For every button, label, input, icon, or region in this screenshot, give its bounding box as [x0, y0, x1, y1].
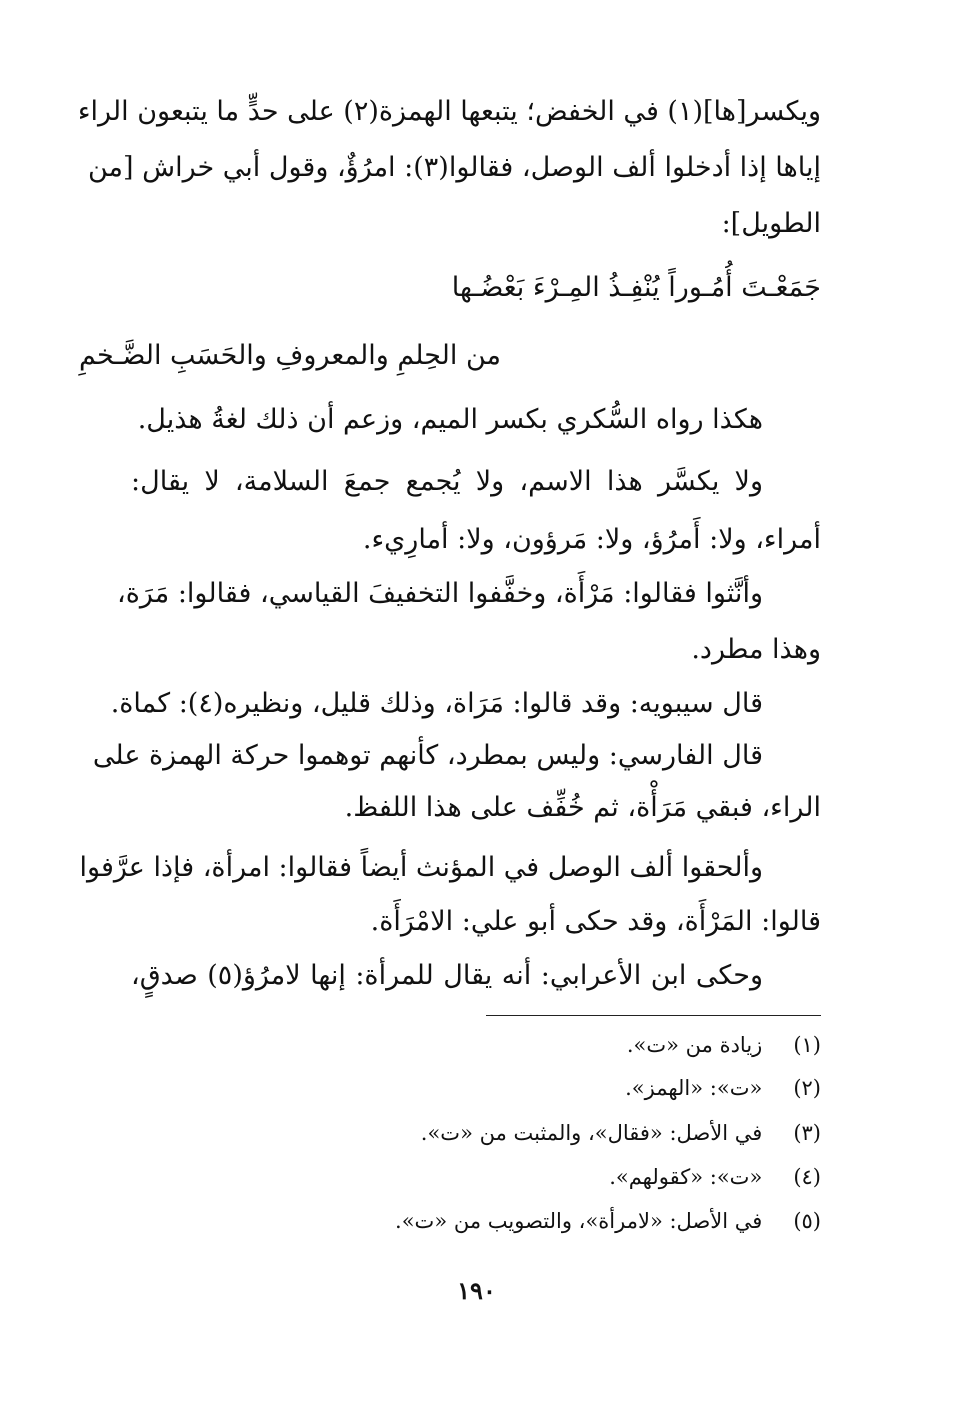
footnote-number: (٣) — [793, 1121, 821, 1145]
footnote-item — [131, 1030, 821, 1060]
footnote-text: في الأصل: «فقال»، والمثبت من «ت». — [420, 1121, 763, 1145]
text-line: قال الفارسي: وليس بمطرد، كأنهم توهموا حركة الهمزة على — [92, 740, 763, 771]
text-line: قال سيبويه: وقد قالوا: مَرَاة، وذلك قليل، ونظيره(٤): كماة. — [110, 688, 763, 719]
text-line: الراء، فبقي مَرَأْة، ثم خُفِّف على هذا اللفظ. — [344, 792, 821, 823]
footnote-number: (١) — [793, 1033, 821, 1057]
text-line: وألحقوا ألف الوصل في المؤنث أيضاً فقالوا: امرأة، فإذا عرَّفوا — [79, 852, 763, 883]
text-line: وحكى ابن الأعرابي: أنه يقال للمرأة: إنها لامرُؤ(٥) صدقٍ، — [131, 960, 763, 991]
footnote-item — [131, 1073, 821, 1103]
text-line: ولا يكسَّر هذا الاسم، ولا يُجمع جمعَ السلامة، لا يقال: — [131, 466, 763, 497]
footnote-text: «ت»: «كقولهم». — [609, 1165, 763, 1189]
footnote-separator — [486, 1015, 821, 1016]
footnote-item — [131, 1206, 821, 1236]
footnote-number: (٤) — [793, 1165, 821, 1189]
footnote-text: زيادة من «ت». — [626, 1033, 763, 1057]
text-line: وهذا مطرد. — [691, 634, 821, 665]
text-line: هكذا رواه السُّكري بكسر الميم، وزعم أن ذلك لغةُ هذيل. — [137, 404, 763, 435]
text-line: جَمَعْـتَ أُمُـوراً يُنْفِـذُ المِـرْءَ بَعْضُـها — [451, 272, 821, 303]
text-line: أمراء، ولا: أَمرُؤ، ولا: مَرؤون، ولا: أمارِيء. — [362, 524, 821, 555]
text-line: قالوا: المَرْأَة، وقد حكى أبو علي: الامْرَأَة. — [370, 906, 821, 937]
footnote-text: في الأصل: «لامرأة»، والتصويب من «ت». — [395, 1209, 763, 1233]
footnote-item — [131, 1162, 821, 1192]
footnote-text: «ت»: «الهمز». — [625, 1076, 763, 1100]
text-line: من الحِلمِ والمعروفِ والحَسَبِ الضَّـخمِ — [79, 340, 501, 371]
text-line: الطويل]: — [721, 208, 821, 239]
footnote-item — [131, 1118, 821, 1148]
footnote-number: (٥) — [793, 1209, 821, 1233]
footnote-number: (٢) — [793, 1076, 821, 1100]
text-line: وأنَّثوا فقالوا: مَرْأَة، وخفَّفوا التخفيفَ القياسي، فقالوا: مَرَة، — [117, 578, 763, 609]
text-line: إياها إذا أدخلوا ألف الوصل، فقالوا(٣): امرُؤٌ، وقول أبي خراش [من — [87, 152, 821, 183]
page-number: ١٩٠ — [457, 1276, 496, 1305]
text-line: ويكسر[ها](١) في الخفض؛ يتبعها الهمزة(٢) على حدٍّ ما يتبعون الراء — [77, 96, 821, 127]
